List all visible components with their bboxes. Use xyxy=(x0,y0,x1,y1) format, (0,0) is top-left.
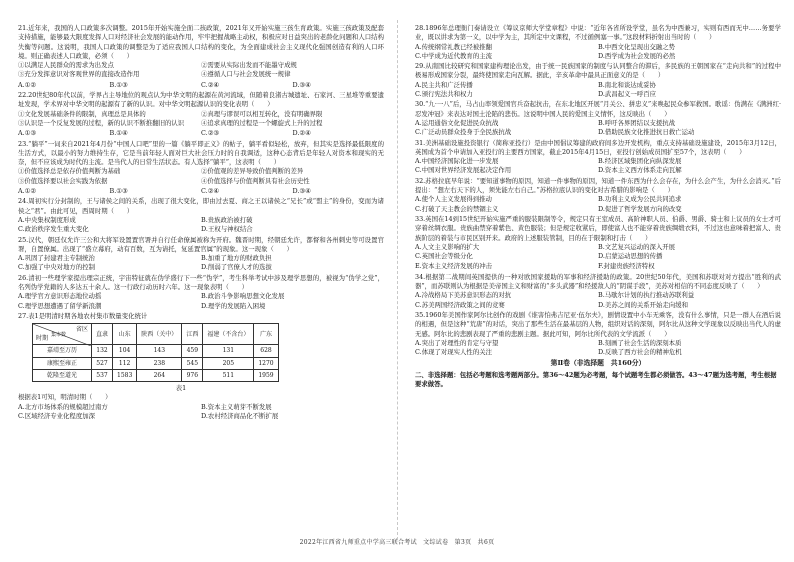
table-cell: 238 xyxy=(137,357,182,369)
question-options xyxy=(415,243,781,262)
question xyxy=(18,91,384,128)
answer-option: A.①③ xyxy=(18,129,37,138)
question-options xyxy=(18,216,384,235)
question-stem: 25.汉代，朝廷仅允许三公和大将军设置置官署并自行任命僚属被称为开府。魏晋时期，经朝廷允许，都督和各州刺史等可设置官署，自置僚属。出现了“盛立幕府，动有百数，互为请托，复延置官属”的现象。这一现象（ ） xyxy=(18,235,384,253)
row-header: 乾隆至道光 xyxy=(33,369,92,381)
table-row xyxy=(33,369,279,381)
answer-option: A.民主共和广泛传播 xyxy=(415,80,473,89)
answer-option: D.③④ xyxy=(292,187,311,196)
header-mid-label: 集市数 xyxy=(51,332,67,339)
question-options xyxy=(18,81,384,90)
answer-option: B.①③ xyxy=(109,80,128,89)
question-stem: 30.“九·一八”后，马占山率领爱国官兵奋起抗击，在东北地区开展“月关公、拼忠义”来唤起民众参军救国。歌谣：伪满在《满洲红·忍发冲冠》来表达对国土沦陷的悲伤。这说明中国人民的爱国主义情怀，这反映出（ ） xyxy=(415,100,781,118)
answer-option: ①文化发展基础条件的限制，真理总是具体的 xyxy=(18,109,146,118)
question-stem: 28.1896年总理衙门奏请设立《筹议京师大学堂章程》中说：“近年各省所设学堂，虽名为中西兼习，实则有西而无中……务要学业，既以讲求为第一义，以中学为主，其所定中文课程，不过循例塞一事。”这段材料折射出当时的（ ） xyxy=(415,24,781,42)
answer-option: A.理学官方意识形态地位动摇 xyxy=(18,292,102,301)
table-cell: 132 xyxy=(92,345,113,357)
table-cell: 537 xyxy=(92,369,113,381)
answer-option: ④追求真理的过程是一个螺旋式上升的过程 xyxy=(201,118,323,127)
answer-option: ①价值选择总是依存价值判断为基础 xyxy=(18,167,121,176)
col-header: 福建（不含台） xyxy=(203,324,254,345)
table-cell: 1583 xyxy=(113,369,137,381)
answer-option: ④遵循人口与社会发展统一规律 xyxy=(201,70,291,79)
question-stem: 29.从南国比较研究和国家建构理论出发，由于统一民族国家的制度与认同整合的滞后，多民族的王朝国家在“走向共和”的过程中极易形成国家分裂，最终使国家走向瓦解。据此，辛亥革命中最具正面意义的是（ ） xyxy=(415,62,781,80)
table-diagonal-header xyxy=(33,324,92,345)
answer-option: A.巩固了封建君主专制统治 xyxy=(18,254,95,263)
question-stem: 32.苏格拉底早年说：“要知道事物的原因，知道一件事物的原因，知道一件东西为什么会存在，为什么会产生，为什么会消灭。”后提出：“想左右天下的人，须先能左右自己。”苏格拉底认识的变化对古希腊的影响是（ ） xyxy=(415,176,781,195)
question-options xyxy=(18,403,384,422)
answer-option: ③认识是一个反复发展的过程，新的认识不断推翻旧的认识 xyxy=(18,118,185,127)
question xyxy=(415,215,781,261)
answer-option: C.加强了中央对地方的控制 xyxy=(18,263,95,272)
answer-option: B.刻画了社会生活的深刻本质 xyxy=(598,338,682,347)
question xyxy=(415,311,781,357)
table-cell: 545 xyxy=(182,357,203,369)
answer-option: B.加重了地方的财政负担 xyxy=(201,254,272,263)
table-caption: 表1 xyxy=(175,384,187,393)
answer-option: C.②③ xyxy=(201,129,220,138)
question-stem: 35.1960年美国作家阿尔比创作的戏剧《谁害怕弗吉尼亚·伍尔夫》，剧情设置中小车无乘客，没有什么事情，只是一群人在酒后说的相遇，但是这种“荒唐”的对话，突出了那些生活在最基层的人物，组织对话的深刻，阿尔比从这种文学现象以反映出当代人的虚无感。阿尔比的悲剧表现了严重的悲剧主题。据此可知，阿尔比所代表的文学流派（ ） xyxy=(415,310,781,338)
table-cell: 527 xyxy=(92,357,113,369)
answer-option: B.南北和谈达成妥协 xyxy=(598,80,656,89)
question xyxy=(18,312,384,321)
question xyxy=(18,236,384,273)
answer-option: C.苏美两国经济政策之间的竞赛 xyxy=(415,300,505,309)
header-left-label: 时期 xyxy=(36,334,49,342)
table-body xyxy=(33,345,279,382)
question xyxy=(415,273,781,310)
answer-option: D.资本主义西方体系走向瓦解 xyxy=(598,166,682,175)
answer-option: A.运用通俗文化促进民众抗战 xyxy=(415,118,499,127)
left-after-questions xyxy=(18,393,384,421)
table-row xyxy=(33,357,279,369)
answer-option: ②价值观的差异导致价值判断的差异 xyxy=(201,167,304,176)
answer-option: A.传统纲常礼教已经被推翻 xyxy=(415,42,492,51)
answer-option: D.西学成为社会发展的必然 xyxy=(598,51,676,60)
question-options xyxy=(18,61,384,80)
col-header: 广东 xyxy=(254,324,278,345)
answer-option: B.经济区域集团化向纵深发展 xyxy=(598,157,682,166)
question xyxy=(415,100,781,137)
answer-option: A.北方市场体系的规模超过南方 xyxy=(18,402,108,411)
question xyxy=(415,139,781,176)
question-options xyxy=(415,157,781,176)
table-cell: 131 xyxy=(203,345,254,357)
table-cell: 143 xyxy=(137,345,182,357)
answer-option: C.政治秩序发生重大变化 xyxy=(18,225,89,234)
answer-option: C.中学成为近代教育的主流 xyxy=(415,51,492,60)
answer-option: A.①② xyxy=(18,187,37,196)
question-options xyxy=(415,291,781,310)
answer-option: C.体现了对现实人性的关注 xyxy=(415,348,492,357)
question-stem: 31.美洲基础设施投资银行（简称亚投行）是由中国倡议筹建的政府间多边开发机构，重点支持基础设施建设，2015年3月12日，英国成为首个申请加入亚投行的主要西方国家，截止2015年4月15日，亚投行创始成员国扩至57个，这表明（ ） xyxy=(415,138,781,156)
row-header: 嘉靖至万历 xyxy=(33,345,92,357)
right-column xyxy=(415,24,781,389)
answer-option: C.打破了天主教会的禁锢主义 xyxy=(415,204,499,213)
answer-option: A.冷战格局下美苏意识形态的对抗 xyxy=(415,291,512,300)
question-stem: 22.20世纪80年代以前，学界占主导地位的观点认为中华文明的起源在黄河流域，但随着良渚古城遗址、石家河、三星堆等重要遗址发现，学术界对中华文明的起源有了新的认识。对中华文明起源认识的变化表明（ ） xyxy=(18,91,384,109)
answer-option: B.①④ xyxy=(109,129,128,138)
left-column xyxy=(18,24,384,422)
question xyxy=(18,187,384,196)
question-options xyxy=(18,110,384,129)
question-options xyxy=(415,195,781,214)
question-options xyxy=(415,262,781,271)
answer-option: B.文艺复兴运动的深入开展 xyxy=(598,242,676,251)
question-stem: 24.周初实行分封制的，王与诸侯之间的关系，出现了很大变化，即由过去夏、商之王以诸侯之“兄长”或“盟主”的身份，变而为诸侯之“君”。由此可见，西周时期（ ） xyxy=(18,197,384,215)
answer-option: B.①③ xyxy=(109,187,128,196)
question-stem: 33.英国在14到15世纪开始实施严重的服装限制等令，规定只有王室成员、高阶神职人员、伯爵、男爵、骑士和上议员的女士才可穿着丝绸衣服。贵族曲禁穿着紫色、黄色服装；但是规定收紧后，即使富人也不能穿着贵族绸缎衣料，不过这也意味着把富人、贵族阶层的着装与市民区别开来。政府的上述服装管制，目的在于限制和打击（ ） xyxy=(415,214,781,242)
page-footer: 2022年江西省九师重点中学高三联合考试 文综试卷 第3页 共6页 xyxy=(299,539,495,546)
question-stem: 根据表1可知，明清时期（ ） xyxy=(18,393,112,402)
col-header: 直隶 xyxy=(92,324,113,345)
answer-option: A.①② xyxy=(18,80,37,89)
answer-option: C.中国对世界经济发展起决定作用 xyxy=(415,166,512,175)
table-cell: 264 xyxy=(137,369,182,381)
answer-option: A.中国经济国际化进一步发展 xyxy=(415,157,499,166)
table-cell: 511 xyxy=(203,369,254,381)
answer-option: B.资本主义萌芽不断发展 xyxy=(201,402,272,411)
table-cell: 976 xyxy=(182,369,203,381)
question xyxy=(18,81,384,90)
answer-option: B.中西文化呈现出交融之势 xyxy=(598,42,676,51)
answer-option: ④价值选择与价值判断具有社会历史性 xyxy=(201,176,310,185)
question xyxy=(415,62,781,99)
market-table xyxy=(32,323,279,382)
question-options xyxy=(18,129,384,138)
answer-option: A.中央集权制度形成 xyxy=(18,215,76,224)
question xyxy=(18,393,384,421)
answer-option: C.广泛动员群众投身于全民族抗战 xyxy=(415,128,512,137)
question-options xyxy=(415,119,781,138)
answer-option: C.颁行宪法共和权力 xyxy=(415,90,473,99)
question xyxy=(18,140,384,186)
question-stem: 23.“躺平”一词来自2021年4月份“中国人口吧”里的一篇《躺平即正义》的帖子，躺平看似轻松，放弃，但其实是选择最低限度的生活方式，以最小的努力维持生存，它是当前年轻人面对巨大社会压力时的自我调适，这种心态背后是年轻人对资本和现实的无奈，但不应该成为时代的主流。是当代人的日常生活状态。有人选择“躺平”，这表明（ ） xyxy=(18,139,384,167)
answer-option: B.政治斗争影响思想文化发展 xyxy=(201,292,285,301)
answer-option: C.理学思想遭遇了留学新浪潮 xyxy=(18,301,102,310)
column-separator xyxy=(397,20,398,540)
question xyxy=(18,24,384,80)
question-options xyxy=(18,167,384,186)
table-header-row xyxy=(33,324,279,345)
question-options xyxy=(415,339,781,358)
section-note: 二、非选择题：包括必考题和选考题两部分。第36～42题为必考题，每个试题考生都必须做答。43～47题为选考题，考生根据要求做答。 xyxy=(415,370,777,388)
question xyxy=(415,24,781,61)
answer-option: ③充分发挥意识对客观世界的直接改造作用 xyxy=(18,70,140,79)
question-options xyxy=(18,254,384,273)
section-heading: 第Ⅱ卷（非选择题 共160分） xyxy=(550,359,646,368)
answer-option: C.②④ xyxy=(201,187,220,196)
col-header: 山东 xyxy=(113,324,137,345)
answer-option: D.反映了西方社会的精神危机 xyxy=(598,348,682,357)
answer-option: ①以满足人民群众的需求为出发点 xyxy=(18,61,114,70)
question xyxy=(18,274,384,311)
question xyxy=(415,262,781,271)
table-cell: 1959 xyxy=(254,369,278,381)
answer-option: A.人文主义影响的扩大 xyxy=(415,242,480,251)
answer-option: E.资本主义经济发展的冲击 xyxy=(415,262,492,271)
answer-option: B.呼吁各界团结以支援抗战 xyxy=(598,118,676,127)
col-header: 陕西（关中） xyxy=(137,324,182,345)
question-options xyxy=(18,292,384,311)
question xyxy=(18,129,384,138)
question-stem: 34.根据第二战期间英国提供的一种对欧国家援助的军事和经济援助的政策。20世纪50年代，美国和苏联对对方提出“胜利的武器”，而苏联则认为根据是美帝国主义和财富的“多头武器”和经援敌人的“阴谋手段”，美苏对相信的不同态度反映了（ ） xyxy=(415,272,781,291)
answer-option: ②需要从实际出发而不能墨守成规 xyxy=(201,61,297,70)
table-cell: 112 xyxy=(113,357,137,369)
table-cell: 459 xyxy=(182,345,203,357)
answer-option: F.封建贵族经济特权 xyxy=(598,262,655,271)
answer-option: D.武昌起义一呼百应 xyxy=(598,90,657,99)
question-options xyxy=(18,187,384,196)
answer-option: D.美苏之间的关系开始走向缓和 xyxy=(598,300,689,309)
table-cell: 205 xyxy=(203,357,254,369)
answer-option: ②真理与谬误可以相互转化，没有明确界限 xyxy=(201,109,323,118)
question-stem: 21.近年来，我国的人口政策多次调整。2015年开始实施全面二孩政策，2021年又开始实施三孩生育政策。实施三孩政策及配套支持措施，能够最大限度发挥人口对经济社会发展的能动作用，牢牢把握战略主动权，积极应对日益突出的老龄化问题和人口结构失衡等问题。这说明，我国人口政策的调整是为了适应我国人口结构的变化，为全面建成社会主义现代化强国创造有利的人口环境。则正确表述人口政策，必须（ ） xyxy=(18,24,384,60)
answer-option: ③价值选择要以社会实践为依据 xyxy=(18,176,108,185)
answer-option: D.理学的发展陷入困境 xyxy=(201,301,266,310)
question-stem: 27.表1是明清时期各地农村集市数量变化统计 xyxy=(18,311,148,320)
answer-option: D.启蒙运动思想的传播 xyxy=(598,252,663,261)
table-cell: 104 xyxy=(113,345,137,357)
question-options xyxy=(415,43,781,62)
answer-option: B.功利主义成为公民共同追求 xyxy=(598,195,682,204)
right-questions xyxy=(415,24,781,357)
answer-option: B.马歇尔计划的执行推动苏联利益 xyxy=(598,291,695,300)
answer-option: D.农村经济商品化不断扩展 xyxy=(201,411,279,420)
answer-option: C.英国社会等级分化 xyxy=(415,252,473,261)
question xyxy=(18,197,384,234)
question xyxy=(415,177,781,214)
answer-option: D.削弱了官僚人才的选拔 xyxy=(201,263,272,272)
answer-option: D.②④ xyxy=(292,129,311,138)
answer-option: A.突出了对理性的肯定与守望 xyxy=(415,338,499,347)
row-header: 康熙至雍正 xyxy=(33,357,92,369)
header-top-label: 省区 xyxy=(75,326,88,334)
answer-option: D.促进了哲学发展方向的改变 xyxy=(598,204,682,213)
col-header: 江西 xyxy=(182,324,203,345)
question-stem: 26.清初一些理学家提出理宗正统，宇宙特征就在伪学盛行下一些“伪学”，考生科举考试中涉及理学思想的，被视为“伪学之党”，名列伪学党籍的人多达五十余人。这一行政行动历时六年。这一现象表明（ ） xyxy=(18,273,384,292)
answer-option: D.③④ xyxy=(292,80,311,89)
answer-option: B.贵族政治被打破 xyxy=(201,215,253,224)
answer-option: D.王权与神权结合 xyxy=(201,225,253,234)
answer-option: C.区域经济专业化程度加深 xyxy=(18,411,95,420)
answer-option: D.借助民族文化推进抗日救亡运动 xyxy=(598,128,695,137)
table-row xyxy=(33,345,279,357)
left-questions xyxy=(18,24,384,321)
question-options xyxy=(415,81,781,100)
table-cell: 628 xyxy=(254,345,278,357)
answer-option: A.使个人主义发展得到推动 xyxy=(415,195,492,204)
table-cell: 1270 xyxy=(254,357,278,369)
answer-option: C.②④ xyxy=(201,80,220,89)
